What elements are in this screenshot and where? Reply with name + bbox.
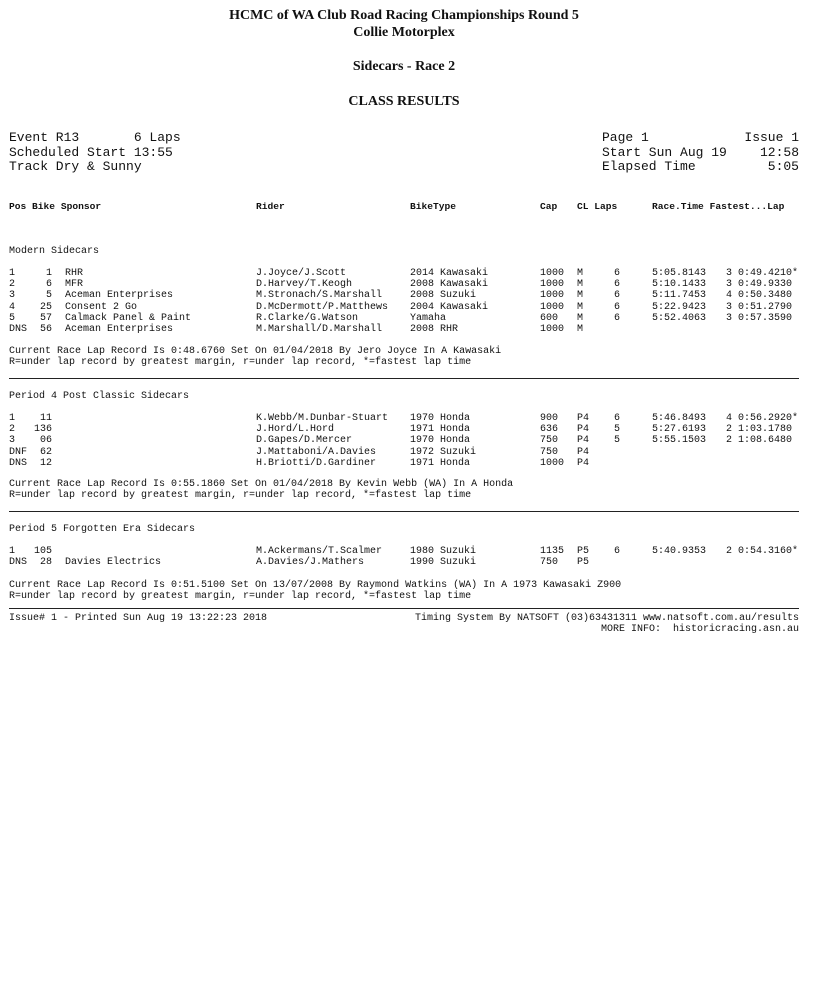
cell-pos: 4 [9,301,16,313]
cell-bike: 105 [33,546,52,557]
cell-cap: 1000 [540,290,565,302]
cell-rider: M.Ackermans/T.Scalmer [256,546,383,557]
col-biketype: BikeType [410,201,457,212]
cell-laps: 6 [614,301,621,313]
cell-rider: A.Davies/J.Mathers [256,557,365,569]
table-row [0,313,840,324]
cell-bike: 28 [39,557,52,569]
col-rider: Rider [256,201,285,212]
cell-race-time: 5:10.1433 [652,279,707,291]
more-info: MORE INFO: historicracing.asn.au [600,624,799,635]
cell-sponsor: Consent 2 Go [65,301,138,313]
col-cap: Cap [540,201,558,212]
cell-cl: M [577,279,584,291]
page-number: Page 1 [602,130,649,145]
cell-race-time: 5:11.7453 [652,290,707,302]
cell-fastest: 3 0:57.3590 [726,312,793,324]
col-cl-laps: CL Laps [577,201,618,212]
cell-cap: 636 [540,424,559,436]
cell-pos: DNS [9,457,28,469]
cell-cl: P4 [577,435,590,447]
cell-rider: K.Webb/M.Dunbar-Stuart [256,413,389,424]
cell-bike: 12 [39,457,52,469]
table-row [0,268,840,279]
cell-cap: 1000 [540,324,565,335]
section-divider [9,511,799,512]
lap-record: Current Race Lap Record Is 0:48.6760 Set On 01/04/2018 By Jero Joyce In A Kawasaki [9,346,502,357]
cell-cl: P4 [577,424,590,436]
cell-cl: M [577,290,584,302]
track-condition-line: Track Dry & Sunny [9,159,142,174]
cell-cap: 750 [540,435,559,447]
race-title: Sidecars - Race 2 [352,59,456,74]
cell-biketype: 1971 Honda [410,457,471,469]
cell-bike: 62 [39,446,52,458]
cell-laps: 6 [614,413,621,424]
cell-pos: DNS [9,324,28,335]
cell-biketype: 1980 Suzuki [410,546,477,557]
cell-laps: 5 [614,424,621,436]
cell-pos: 5 [9,312,16,324]
table-row [0,302,840,313]
cell-biketype: 1970 Honda [410,413,471,424]
table-row [0,279,840,290]
cell-cap: 1135 [540,546,565,557]
cell-race-time: 5:05.8143 [652,268,707,279]
cell-pos: 3 [9,290,16,302]
cell-bike: 56 [39,324,52,335]
cell-fastest: 3 0:51.2790 [726,301,793,313]
cell-rider: D.Harvey/T.Keogh [256,279,353,291]
class-name: Modern Sidecars [9,246,100,257]
lap-record: Current Race Lap Record Is 0:55.1860 Set On 01/04/2018 By Kevin Webb (WA) In A Honda [9,479,514,490]
cell-bike: 5 [45,290,52,302]
cell-pos: 2 [9,279,16,291]
cell-fastest: 3 0:49.4210* [726,268,799,279]
cell-sponsor: Calmack Panel & Paint [65,312,192,324]
cell-bike: 136 [33,424,52,436]
cell-rider: J.Joyce/J.Scott [256,268,347,279]
cell-pos: DNS [9,557,28,569]
cell-fastest: 2 1:08.6480 [726,435,793,447]
start-label: Start Sun Aug 19 [602,145,727,160]
cell-pos: 1 [9,413,16,424]
printed-info: Issue# 1 - Printed Sun Aug 19 13:22:23 2018 [9,613,268,624]
table-row [0,447,840,458]
cell-laps: 6 [614,268,621,279]
cell-biketype: 2008 Kawasaki [410,279,489,291]
cell-sponsor: RHR [65,268,84,279]
cell-sponsor: Davies Electrics [65,557,162,569]
col-race-time-fastest-lap: Race.Time Fastest...Lap [652,201,785,212]
cell-race-time: 5:27.6193 [652,424,707,436]
elapsed-label: Elapsed Time [602,159,696,174]
cell-race-time: 5:46.8493 [652,413,707,424]
cell-biketype: 1990 Suzuki [410,557,477,569]
cell-rider: J.Hord/L.Hord [256,424,335,436]
cell-rider: M.Marshall/D.Marshall [256,324,383,335]
cell-rider: J.Mattaboni/A.Davies [256,446,377,458]
table-row [0,290,840,301]
cell-rider: H.Briotti/D.Gardiner [256,457,377,469]
cell-laps: 6 [614,546,621,557]
cell-pos: 3 [9,435,16,447]
timing-system-info: Timing System By NATSOFT (03)63431311 www.natsoft.com.au/results [414,613,799,624]
cell-bike: 06 [39,435,52,447]
cell-fastest: 2 0:54.3160* [726,546,799,557]
table-row [0,424,840,435]
start-time: 12:58 [759,145,799,160]
cell-race-time: 5:22.9423 [652,301,707,313]
cell-race-time: 5:55.1503 [652,435,707,447]
cell-rider: R.Clarke/G.Watson [256,312,359,324]
cell-cap: 750 [540,446,559,458]
cell-biketype: 2008 RHR [410,324,459,335]
table-row [0,546,840,557]
cell-pos: 1 [9,268,16,279]
cell-biketype: 2008 Suzuki [410,290,477,302]
record-legend: R=under lap record by greatest margin, r=under lap record, *=fastest lap time [9,490,472,501]
cell-race-time: 5:40.9353 [652,546,707,557]
cell-biketype: 2004 Kawasaki [410,301,489,313]
section-divider [9,608,799,609]
record-legend: R=under lap record by greatest margin, r=under lap record, *=fastest lap time [9,357,472,368]
event-line: Event R13 6 Laps [9,130,181,145]
cell-bike: 6 [45,279,52,291]
cell-biketype: 1971 Honda [410,424,471,436]
cell-biketype: 1972 Suzuki [410,446,477,458]
cell-pos: 1 [9,546,16,557]
cell-cap: 600 [540,312,559,324]
section-divider [9,378,799,379]
col-pos-bike-sponsor: Pos Bike Sponsor [9,201,102,212]
class-results-title: CLASS RESULTS [348,94,460,109]
cell-cl: P4 [577,413,590,424]
cell-fastest: 4 0:56.2920* [726,413,799,424]
table-row [0,557,840,568]
cell-fastest: 2 1:03.1780 [726,424,793,436]
cell-fastest: 4 0:50.3480 [726,290,793,302]
cell-laps: 5 [614,435,621,447]
cell-pos: DNF [9,446,28,458]
cell-cl: M [577,268,584,279]
venue-title: Collie Motorplex [353,25,455,40]
cell-cap: 900 [540,413,559,424]
cell-biketype: Yamaha [410,312,447,324]
cell-laps: 6 [614,279,621,291]
cell-biketype: 1970 Honda [410,435,471,447]
cell-cap: 1000 [540,268,565,279]
cell-cl: M [577,301,584,313]
cell-sponsor: MFR [65,279,84,291]
cell-cl: P5 [577,557,590,569]
cell-bike: 57 [39,312,52,324]
cell-bike: 1 [45,268,52,279]
table-row [0,413,840,424]
elapsed-time: 5:05 [767,159,799,174]
cell-cap: 1000 [540,279,565,291]
table-row [0,324,840,335]
document-title: HCMC of WA Club Road Racing Championships Round 5 [229,8,579,23]
cell-cl: P4 [577,457,590,469]
cell-cap: 1000 [540,301,565,313]
cell-rider: D.Gapes/D.Mercer [256,435,353,447]
cell-bike: 25 [39,301,52,313]
class-name: Period 5 Forgotten Era Sidecars [9,524,196,535]
cell-pos: 2 [9,424,16,436]
cell-rider: M.Stronach/S.Marshall [256,290,383,302]
cell-cl: M [577,324,584,335]
cell-rider: D.McDermott/P.Matthews [256,301,389,313]
cell-bike: 11 [39,413,52,424]
cell-sponsor: Aceman Enterprises [65,290,174,302]
scheduled-start-line: Scheduled Start 13:55 [9,145,173,160]
table-row [0,435,840,446]
record-legend: R=under lap record by greatest margin, r=under lap record, *=fastest lap time [9,591,472,602]
lap-record: Current Race Lap Record Is 0:51.5100 Set On 13/07/2008 By Raymond Watkins (WA) In A 1973 Kawasaki Z900 [9,580,622,591]
cell-cap: 750 [540,557,559,569]
cell-cl: P5 [577,546,590,557]
cell-race-time: 5:52.4063 [652,312,707,324]
cell-cl: M [577,312,584,324]
cell-cap: 1000 [540,457,565,469]
cell-laps: 6 [614,312,621,324]
issue-number: Issue 1 [744,130,799,145]
class-name: Period 4 Post Classic Sidecars [9,391,190,402]
cell-biketype: 2014 Kawasaki [410,268,489,279]
cell-fastest: 3 0:49.9330 [726,279,793,291]
cell-laps: 6 [614,290,621,302]
table-row [0,458,840,469]
cell-sponsor: Aceman Enterprises [65,324,174,335]
cell-cl: P4 [577,446,590,458]
